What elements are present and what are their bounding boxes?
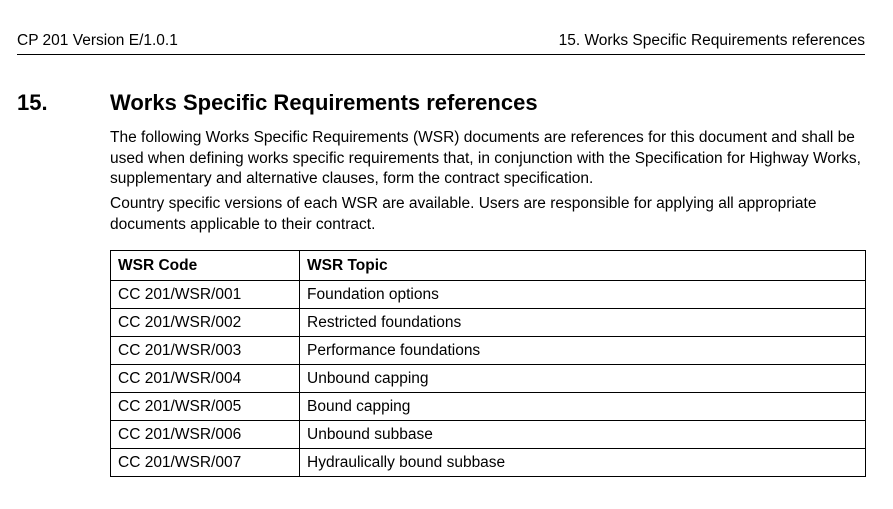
table-row <box>111 281 866 309</box>
section-title: Works Specific Requirements references <box>110 90 538 115</box>
document-version: CP 201 Version E/1.0.1 <box>17 32 178 49</box>
table-row <box>111 421 866 449</box>
wsr-code-cell: CC 201/WSR/003 <box>111 337 300 365</box>
table-row <box>111 337 866 365</box>
wsr-code-cell: CC 201/WSR/004 <box>111 365 300 393</box>
table-row <box>111 393 866 421</box>
wsr-topic-cell: Foundation options <box>300 281 866 309</box>
wsr-topic-cell: Restricted foundations <box>300 309 866 337</box>
column-header-wsr-code: WSR Code <box>111 251 300 281</box>
wsr-table <box>110 250 866 477</box>
wsr-code-cell: CC 201/WSR/007 <box>111 449 300 477</box>
running-section-title: 15. Works Specific Requirements references <box>558 32 865 49</box>
wsr-code-cell: CC 201/WSR/006 <box>111 421 300 449</box>
table-row <box>111 365 866 393</box>
wsr-code-cell: CC 201/WSR/002 <box>111 309 300 337</box>
wsr-code-cell: CC 201/WSR/001 <box>111 281 300 309</box>
wsr-topic-cell: Hydraulically bound subbase <box>300 449 866 477</box>
country-note-paragraph: Country specific versions of each WSR are available. Users are responsible for applying all appropriate documents applicable to their contract. <box>110 195 817 233</box>
page-header <box>17 32 865 55</box>
wsr-topic-cell: Unbound capping <box>300 365 866 393</box>
section-number: 15. <box>17 90 48 115</box>
table-row <box>111 449 866 477</box>
wsr-code-cell: CC 201/WSR/005 <box>111 393 300 421</box>
intro-paragraph: The following Works Specific Requirements (WSR) documents are references for this document and shall be used when defining works specific requirements that, in conjunction with the Specification for Highway Works, supplementary and alternative clauses, form the contract specification. <box>110 129 861 187</box>
wsr-topic-cell: Performance foundations <box>300 337 866 365</box>
column-header-wsr-topic: WSR Topic <box>300 251 866 281</box>
table-row <box>111 309 866 337</box>
wsr-topic-cell: Unbound subbase <box>300 421 866 449</box>
wsr-topic-cell: Bound capping <box>300 393 866 421</box>
table-header-row <box>111 251 866 281</box>
